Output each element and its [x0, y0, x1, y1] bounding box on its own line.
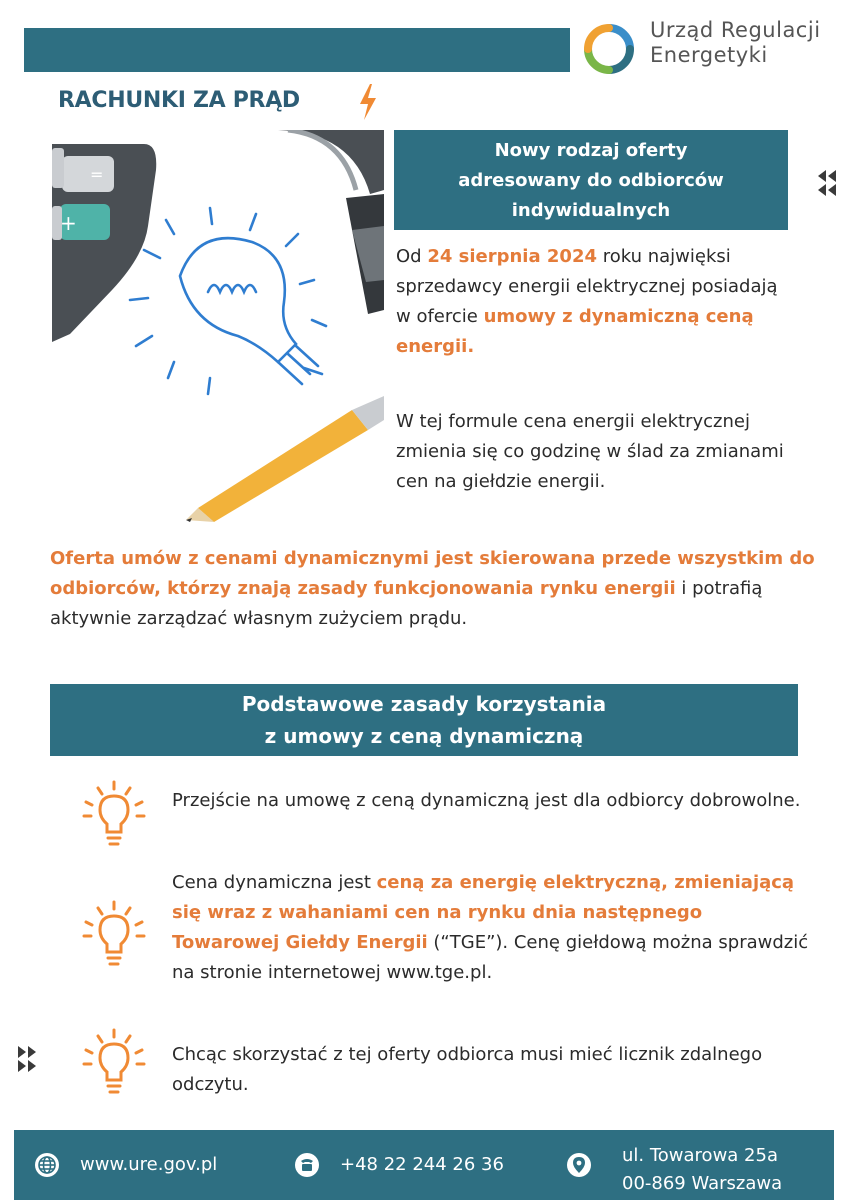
rule-2-rest: (“TGE”). Cenę giełdową można sprawdzić na stronie internetowej www.tge.pl.: [172, 932, 809, 983]
lightning-bolt-icon: [356, 82, 380, 122]
svg-text:+: +: [60, 211, 77, 235]
phone-icon: [294, 1152, 320, 1178]
rule-2-intro: Cena dynamiczna jest: [172, 872, 377, 893]
target-highlight: Oferta umów z cenami dynamicznymi jest skierowana przede wszystkim do odbiorców, którzy znają zasady funkcjonowania rynku energii: [50, 548, 815, 599]
offer-heading-line: Nowy rodzaj oferty: [494, 140, 688, 161]
calculator-key: [62, 156, 114, 192]
rules-heading-line: z umowy z ceną dynamiczną: [264, 724, 584, 748]
page-nav-arrows-icon: [16, 1044, 38, 1074]
light-bulb-icon: [80, 780, 148, 852]
formula-paragraph: W tej formule cena energii elektrycznej zmienia się co godzinę w ślad za zmianami cen na giełdzie energii.: [396, 411, 784, 492]
light-bulb-sketch: [130, 208, 326, 394]
target-rest: i potrafią aktywnie zarządzać własnym zużyciem prądu.: [50, 578, 763, 629]
footer-address: [622, 1142, 782, 1198]
hero-illustration: [52, 130, 384, 530]
header-bar: [24, 28, 570, 72]
footer: [14, 1130, 834, 1200]
svg-text:=: =: [90, 165, 104, 184]
light-bulb-icon: [80, 900, 148, 972]
org-name: [650, 18, 821, 68]
rule-3-text: Chcąc skorzystać z tej oferty odbiorca musi mieć licznik zdalnego odczytu.: [172, 1044, 763, 1095]
target-audience-paragraph: [50, 544, 820, 634]
offer-heading-line: adresowany do odbiorców: [458, 170, 724, 191]
footer-phone[interactable]: +48 22 244 26 36: [340, 1154, 504, 1175]
rules-heading-line: Podstawowe zasady korzystania: [241, 692, 607, 716]
ure-logo: [578, 18, 848, 78]
magnifier-illustration: [278, 130, 384, 314]
footer-address-line1: ul. Towarowa 25a: [622, 1145, 778, 1166]
org-name-line2: Energetyki: [650, 43, 768, 67]
org-name-line1: Urząd Regulacji: [650, 18, 821, 42]
rules-heading-box: [50, 684, 798, 756]
light-bulb-icon: [80, 1028, 148, 1100]
offer-heading-line: indywidualnych: [511, 200, 671, 221]
page-title: RACHUNKI ZA PRĄD: [58, 88, 300, 113]
footer-website[interactable]: www.ure.gov.pl: [80, 1154, 218, 1175]
globe-icon: [34, 1152, 60, 1178]
offer-intro-text: Od: [396, 246, 428, 267]
rule-2-highlight: ceną za energię elektryczną, zmieniającą się wraz z wahaniami cen na rynku dnia następnego Towarowej Giełdy Energii: [172, 872, 795, 953]
rule-2-text: [172, 868, 812, 988]
page-nav-arrows-icon: [816, 168, 838, 198]
pencil-illustration: [186, 396, 384, 522]
location-pin-icon: [566, 1152, 592, 1178]
rule-1-text: Przejście na umowę z ceną dynamiczną jest dla odbiorcy dobrowolne.: [172, 790, 801, 811]
offer-heading-box: [394, 130, 788, 230]
offer-intro-text-2: roku najwięksi sprzedawcy energii elektrycznej posiadają w ofercie: [396, 246, 778, 327]
offer-highlight: umowy z dynamiczną ceną energii.: [396, 306, 754, 357]
calculator-illustration: [52, 144, 156, 342]
offer-intro-paragraph: [396, 242, 796, 362]
footer-address-line2: 00-869 Warszawa: [622, 1173, 783, 1194]
offer-date: 24 sierpnia 2024: [427, 246, 597, 267]
ure-logo-mark: [582, 22, 636, 76]
